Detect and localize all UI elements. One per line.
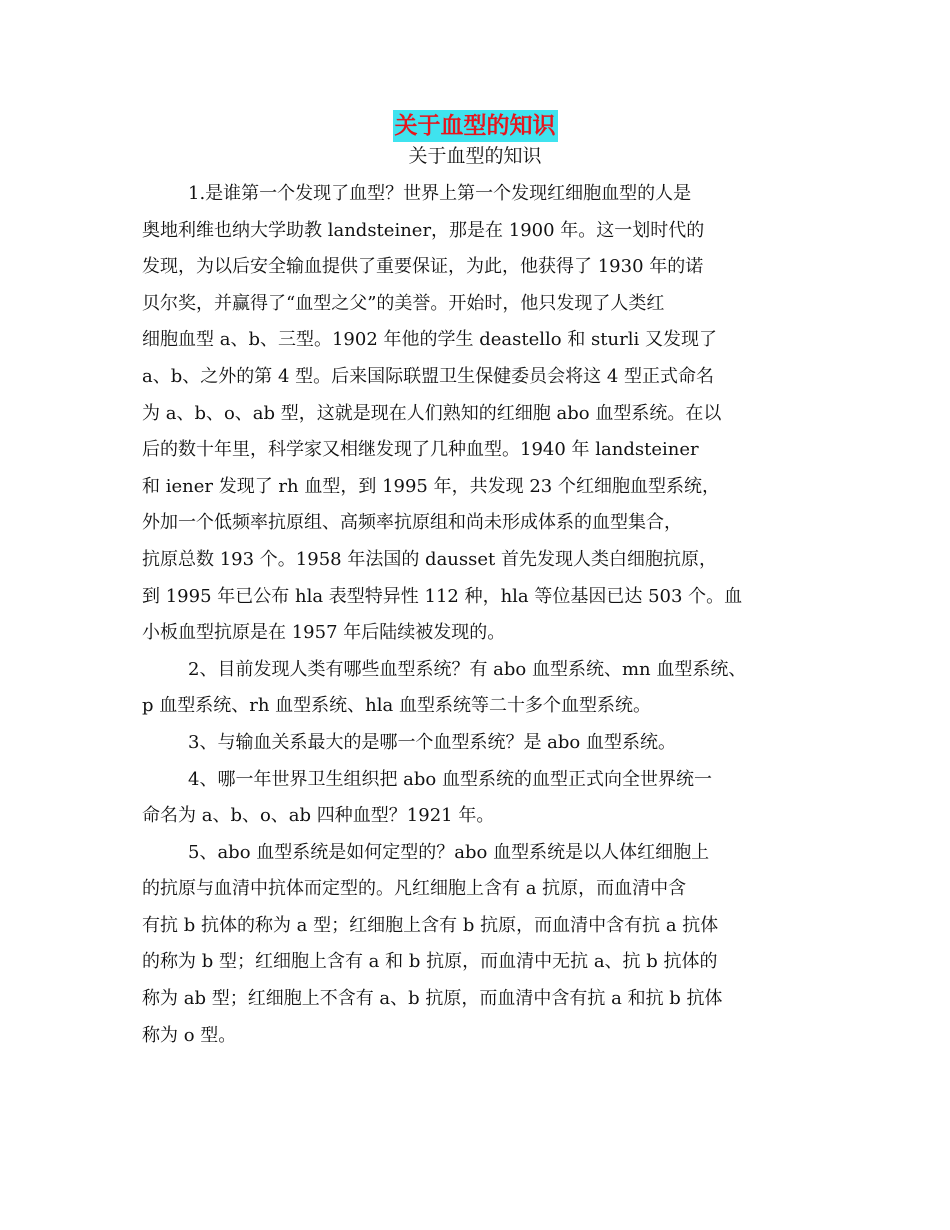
paragraph-line: 和 iener 发现了 rh 血型，到 1995 年，共发现 23 个红细胞血型系统， <box>142 475 720 497</box>
paragraph-line: p 血型系统、rh 血型系统、hla 血型系统等二十多个血型系统。 <box>142 695 651 717</box>
paragraph-line: 的抗原与血清中抗体而定型的。凡红细胞上含有 a 抗原，而血清中含 <box>142 878 687 900</box>
paragraph-line: 的称为 b 型；红细胞上含有 a 和 b 抗原，而血清中无抗 a、抗 b 抗体的 <box>142 951 718 973</box>
paragraph <box>142 652 822 725</box>
paragraph-line: 抗原总数 193 个。1958 年法国的 dausset 首先发现人类白细胞抗原， <box>142 548 717 570</box>
paragraph <box>142 835 822 1055</box>
paragraph-line: 称为 o 型。 <box>142 1024 237 1046</box>
paragraph-line: 小板血型抗原是在 1957 年后陆续被发现的。 <box>142 622 506 644</box>
paragraph-line: 贝尔奖，并赢得了“血型之父”的美誉。开始时，他只发现了人类红 <box>142 292 665 314</box>
paragraph-line: 有抗 b 抗体的称为 a 型；红细胞上含有 b 抗原，而血清中含有抗 a 抗体 <box>142 914 719 936</box>
paragraph-line: 2、目前发现人类有哪些血型系统？有 abo 血型系统、mn 血型系统、 <box>188 658 747 680</box>
paragraph-line: 外加一个低频率抗原组、高频率抗原组和尚未形成体系的血型集合， <box>142 512 682 534</box>
document-body <box>142 176 822 1054</box>
paragraph <box>142 762 822 835</box>
paragraph-line: 细胞血型 a、b、三型。1902 年他的学生 deastello 和 sturli 又发现了 <box>142 329 717 351</box>
paragraph <box>142 725 822 762</box>
paragraph-line: 发现，为以后安全输血提供了重要保证，为此，他获得了 1930 年的诺 <box>142 256 704 278</box>
paragraph-line: 称为 ab 型；红细胞上不含有 a、b 抗原，而血清中含有抗 a 和抗 b 抗体 <box>142 988 723 1010</box>
paragraph-line: 1.是谁第一个发现了血型？世界上第一个发现红细胞血型的人是 <box>188 183 692 204</box>
paragraph-line: 4、哪一年世界卫生组织把 abo 血型系统的血型正式向全世界统一 <box>188 768 712 790</box>
document-title: 关于血型的知识 <box>393 110 558 142</box>
paragraph-line: 到 1995 年已公布 hla 表型特异性 112 种，hla 等位基因已达 503 个。血 <box>142 585 743 607</box>
paragraph-line: 3、与输血关系最大的是哪一个血型系统？是 abo 血型系统。 <box>188 731 676 753</box>
paragraph-line: 后的数十年里，科学家又相继发现了几种血型。1940 年 landsteiner <box>142 439 699 461</box>
paragraph-line: 奥地利维也纳大学助教 landsteiner，那是在 1900 年。这一划时代的 <box>142 219 705 241</box>
paragraph-line: 5、abo 血型系统是如何定型的？abo 血型系统是以人体红细胞上 <box>188 841 710 863</box>
title-container <box>0 110 950 142</box>
paragraph-line: 为 a、b、o、ab 型，这就是现在人们熟知的红细胞 abo 血型系统。在以 <box>142 402 722 424</box>
paragraph <box>142 176 822 652</box>
paragraph-line: 命名为 a、b、o、ab 四种血型？1921 年。 <box>142 805 495 827</box>
document-subtitle: 关于血型的知识 <box>408 145 542 167</box>
paragraph-line: a、b、之外的第 4 型。后来国际联盟卫生保健委员会将这 4 型正式命名 <box>142 365 715 387</box>
